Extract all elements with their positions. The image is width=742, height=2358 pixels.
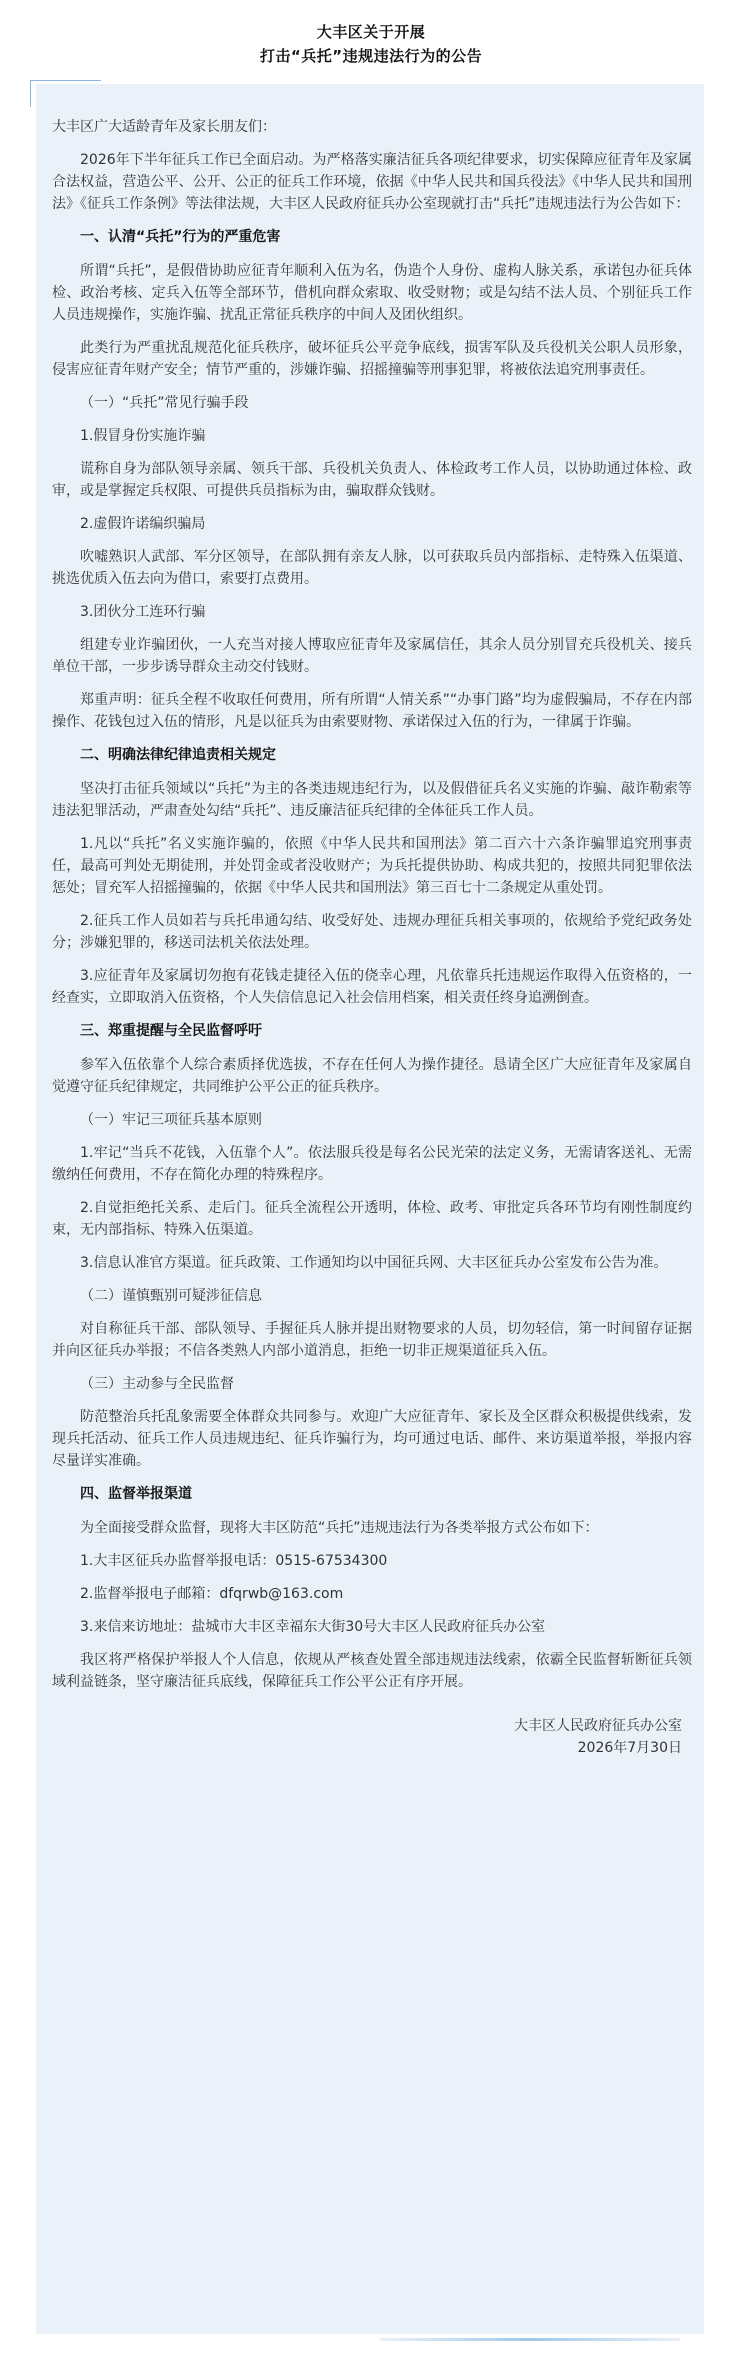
title-line-2: 打击“兵托”违规违法行为的公告 — [259, 47, 483, 65]
section-3-subheading-2: （二）谨慎甄别可疑涉征信息 — [80, 1288, 262, 1304]
method-1-title: 1.假冒身份实施诈骗 — [80, 428, 206, 444]
section-1-paragraph-2: 此类行为严重扰乱规范化征兵秩序，破坏征兵公平竞争底线，损害军队及兵役机关公职人员形象，侵害应征青年财产安全；情节严重的，涉嫌诈骗、招摇撞骗等刑事犯罪，将被依法追究刑事责任。 — [52, 340, 692, 378]
section-1-subheading: （一）“兵托”常见行骗手段 — [80, 395, 249, 411]
report-email: 2.监督举报电子邮箱：dfqrwb@163.com — [80, 1586, 344, 1602]
method-2-text: 吹嘘熟识人武部、军分区领导，在部队拥有亲友人脉，以可获取兵员内部指标、走特殊入伍渠道、挑选优质入伍去向为借口，索要打点费用。 — [52, 549, 692, 587]
section-3-subheading-3: （三）主动参与全民监督 — [80, 1376, 234, 1392]
section-3-heading: 三、郑重提醒与全民监督呼吁 — [80, 1023, 262, 1039]
section-2-paragraph-3: 2.征兵工作人员如若与兵托串通勾结、收受好处、违规办理征兵相关事项的，依规给予党纪政务处分；涉嫌犯罪的，移送司法机关依法处理。 — [52, 913, 692, 951]
signature-date: 2026年7月30日 — [577, 1740, 682, 1756]
section-4-heading: 四、监督举报渠道 — [80, 1486, 192, 1502]
solemn-statement: 郑重声明：征兵全程不收取任何费用，所有所谓“人情关系”“办事门路”均为虚假骗局，不存在内部操作、花钱包过入伍的情形，凡是以征兵为由索要财物、承诺保过入伍的行为，一律属于诈骗。 — [52, 692, 692, 730]
section-4-paragraph-1: 为全面接受群众监督，现将大丰区防范“兵托”违规违法行为各类举报方式公布如下： — [80, 1520, 599, 1536]
section-2-heading: 二、明确法律纪律追责相关规定 — [80, 747, 276, 763]
title-line-1: 大丰区关于开展 — [316, 23, 426, 41]
method-3-text: 组建专业诈骗团伙，一人充当对接人博取应征青年及家属信任，其余人员分别冒充兵役机关、接兵单位干部，一步步诱导群众主动交付钱财。 — [52, 637, 692, 675]
section-1-heading: 一、认清“兵托”行为的严重危害 — [80, 229, 281, 245]
signature-block — [52, 1715, 692, 1759]
method-3-title: 3.团伙分工连环行骗 — [80, 604, 206, 620]
section-1-paragraph-1: 所谓“兵托”，是假借协助应征青年顺利入伍为名，伪造个人身份、虚构人脉关系，承诺包办征兵体检、政治考核、定兵入伍等全部环节，借机向群众索取、收受财物；或是勾结不法人员、个别征兵工作人员违规操作，实施诈骗、扰乱正常征兵秩序的中间人及团伙组织。 — [52, 263, 692, 323]
principle-3: 3.信息认准官方渠道。征兵政策、工作通知均以中国征兵网、大丰区征兵办公室发布公告为准。 — [80, 1255, 668, 1271]
section-3-paragraph-2: 对自称征兵干部、部队领导、手握征兵人脉并提出财物要求的人员，切勿轻信，第一时间留存证据并向区征兵办举报；不信各类熟人内部小道消息，拒绝一切非正规渠道征兵入伍。 — [52, 1321, 692, 1359]
closing-paragraph: 我区将严格保护举报人个人信息，依规从严核查处置全部违规违法线索，依霸全民监督斩断征兵领域利益链条，坚守廉洁征兵底线，保障征兵工作公平公正有序开展。 — [52, 1652, 692, 1690]
section-3-subheading-1: （一）牢记三项征兵基本原则 — [80, 1112, 262, 1128]
report-phone: 1.大丰区征兵办监督举报电话：0515-67534300 — [80, 1553, 388, 1569]
corner-decoration — [30, 80, 101, 107]
section-2-paragraph-2: 1.凡以“兵托”名义实施诈骗的，依照《中华人民共和国刑法》第二百六十六条诈骗罪追究刑事责任，最高可判处无期徒刑，并处罚金或者没收财产；为兵托提供协助、构成共犯的，按照共同犯罪依法惩处；冒充军人招摇撞骗的，依据《中华人民共和国刑法》第三百七十二条规定从重处罚。 — [52, 836, 692, 896]
section-2-paragraph-4: 3.应征青年及家属切勿抱有花钱走捷径入伍的侥幸心理，凡依靠兵托违规运作取得入伍资格的，一经查实，立即取消入伍资格，个人失信信息记入社会信用档案，相关责任终身追溯倒查。 — [52, 968, 692, 1006]
section-3-paragraph-1: 参军入伍依靠个人综合素质择优选拔，不存在任何人为操作捷径。恳请全区广大应征青年及家属自觉遵守征兵纪律规定，共同维护公平公正的征兵秩序。 — [52, 1057, 692, 1095]
announcement-body — [52, 116, 692, 1759]
greeting: 大丰区广大适龄青年及家长朋友们： — [52, 119, 276, 135]
method-1-text: 谎称自身为部队领导亲属、领兵干部、兵役机关负责人、体检政考工作人员，以协助通过体检、政审，或是掌握定兵权限、可提供兵员指标为由，骗取群众钱财。 — [52, 461, 692, 499]
section-2-paragraph-1: 坚决打击征兵领域以“兵托”为主的各类违规违纪行为，以及假借征兵名义实施的诈骗、敲诈勒索等违法犯罪活动，严肃查处勾结“兵托”、违反廉洁征兵纪律的全体征兵工作人员。 — [52, 781, 692, 819]
signature-organization: 大丰区人民政府征兵办公室 — [514, 1718, 682, 1734]
intro-paragraph: 2026年下半年征兵工作已全面启动。为严格落实廉洁征兵各项纪律要求，切实保障应征青年及家属合法权益，营造公平、公开、公正的征兵工作环境，依据《中华人民共和国兵役法》《中华人民共和国刑法》《征兵工作条例》等法律法规，大丰区人民政府征兵办公室现就打击“兵托”违规违法行为公告如下： — [52, 152, 692, 212]
principle-2: 2.自觉拒绝托关系、走后门。征兵全流程公开透明，体检、政考、审批定兵各环节均有刚性制度约束，无内部指标、特殊入伍渠道。 — [52, 1200, 692, 1238]
principle-1: 1.牢记“当兵不花钱，入伍靠个人”。依法服兵役是每名公民光荣的法定义务，无需请客送礼、无需缴纳任何费用，不存在简化办理的特殊程序。 — [52, 1145, 692, 1183]
report-address: 3.来信来访地址：盐城市大丰区幸福东大街30号大丰区人民政府征兵办公室 — [80, 1619, 546, 1635]
announcement-header — [0, 0, 742, 80]
bottom-decoration-bar — [380, 2338, 680, 2341]
section-3-paragraph-3: 防范整治兵托乱象需要全体群众共同参与。欢迎广大应征青年、家长及全区群众积极提供线索，发现兵托活动、征兵工作人员违规违纪、征兵诈骗行为，均可通过电话、邮件、来访渠道举报，举报内容尽量详实准确。 — [52, 1409, 692, 1469]
method-2-title: 2.虚假许诺编织骗局 — [80, 516, 206, 532]
